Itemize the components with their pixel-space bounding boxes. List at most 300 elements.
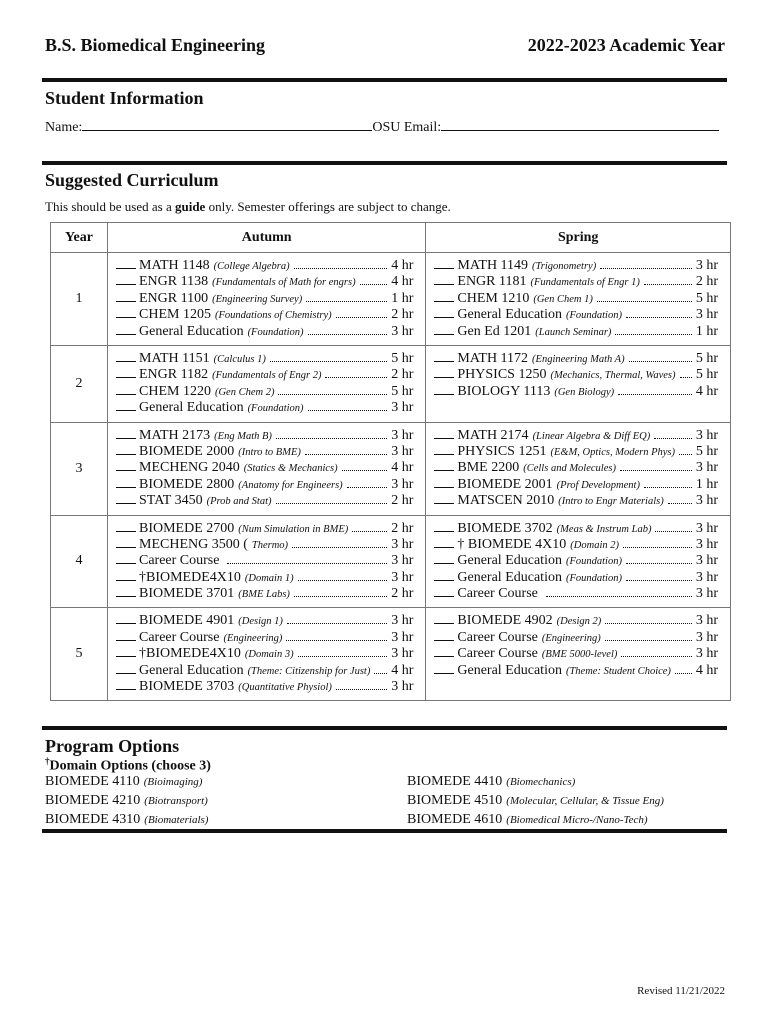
- course-description: (Meas & Instrum Lab): [556, 523, 652, 535]
- academic-year: 2022-2023 Academic Year: [527, 35, 725, 55]
- course-checkoff-blank[interactable]: [116, 552, 136, 564]
- course-hours: 2 hr: [391, 493, 414, 509]
- year-number: 4: [51, 515, 108, 608]
- domain-option-code: BIOMEDE 4510: [407, 793, 503, 808]
- domain-option-desc: (Bioimaging): [143, 776, 203, 788]
- domain-options-left: [45, 774, 208, 831]
- course-item: [434, 383, 718, 399]
- course-item: [434, 443, 718, 459]
- course-item: [116, 366, 413, 382]
- dot-leader: [618, 383, 692, 395]
- course-checkoff-blank[interactable]: [434, 629, 454, 641]
- dot-leader: [654, 427, 692, 439]
- course-name: General Education: [139, 662, 244, 678]
- course-item: [116, 552, 413, 568]
- course-item: [434, 536, 718, 552]
- course-item: [434, 645, 718, 661]
- program-title: B.S. Biomedical Engineering: [45, 35, 266, 55]
- course-hours: 3 hr: [391, 536, 414, 552]
- course-hours: 1 hr: [391, 290, 414, 306]
- dot-leader: [294, 585, 387, 597]
- dot-leader: [270, 350, 387, 362]
- course-item: [116, 645, 413, 661]
- dot-leader: [374, 662, 387, 674]
- course-item: [116, 257, 413, 273]
- course-name: BIOMEDE 4901: [139, 613, 235, 629]
- course-checkoff-blank[interactable]: [116, 306, 136, 318]
- course-name: Career Course: [139, 553, 220, 569]
- course-hours: 5 hr: [695, 443, 718, 459]
- course-checkoff-blank[interactable]: [116, 257, 136, 269]
- course-checkoff-blank[interactable]: [434, 273, 454, 285]
- course-item: [116, 399, 413, 415]
- autumn-courses: [108, 345, 426, 422]
- course-hours: 3 hr: [695, 460, 718, 476]
- course-name: General Education: [139, 323, 244, 339]
- course-item: [434, 585, 718, 601]
- spring-header: Spring: [426, 223, 731, 253]
- dot-leader: [336, 678, 387, 690]
- dot-leader: [597, 290, 692, 302]
- course-name: BIOMEDE 2000: [139, 443, 235, 459]
- course-hours: 3 hr: [695, 427, 718, 443]
- course-description: (Theme: Student Choice): [565, 665, 671, 677]
- section-divider: [42, 161, 727, 165]
- course-description: (Foundation): [565, 556, 622, 568]
- course-name: †BIOMEDE4X10: [139, 646, 241, 662]
- course-hours: 3 hr: [391, 323, 414, 339]
- course-description: (Gen Chem 1): [533, 293, 593, 305]
- dot-leader: [679, 443, 692, 455]
- student-info-fields: [45, 118, 719, 136]
- course-name: BIOMEDE 3703: [139, 679, 235, 695]
- course-checkoff-blank[interactable]: [116, 662, 136, 674]
- course-hours: 2 hr: [391, 586, 414, 602]
- course-description: (Mechanics, Thermal, Waves): [550, 370, 676, 382]
- autumn-courses: [108, 253, 426, 346]
- course-checkoff-blank[interactable]: [434, 290, 454, 302]
- course-checkoff-blank[interactable]: [116, 612, 136, 624]
- dot-leader: [287, 612, 387, 624]
- course-checkoff-blank[interactable]: [116, 323, 136, 335]
- course-checkoff-blank[interactable]: [434, 427, 454, 439]
- course-hours: 5 hr: [695, 290, 718, 306]
- dot-leader: [298, 645, 388, 657]
- dot-leader: [600, 257, 692, 269]
- course-hours: 3 hr: [695, 520, 718, 536]
- course-item: [434, 306, 718, 322]
- course-hours: 3 hr: [695, 586, 718, 602]
- course-name: MATSCEN 2010: [457, 493, 555, 509]
- dot-leader: [298, 569, 388, 581]
- course-hours: 3 hr: [391, 553, 414, 569]
- course-name: BIOMEDE 3701: [139, 586, 235, 602]
- course-name: Career Course: [457, 646, 538, 662]
- course-name: Career Course: [139, 629, 220, 645]
- course-name: MATH 2173: [139, 427, 211, 443]
- course-description: (Engineering): [541, 632, 601, 644]
- spring-courses: [426, 253, 731, 346]
- course-checkoff-blank[interactable]: [434, 569, 454, 581]
- course-hours: 5 hr: [695, 350, 718, 366]
- email-field[interactable]: [441, 118, 719, 131]
- course-name: STAT 3450: [139, 493, 203, 509]
- course-name: MATH 1149: [457, 258, 529, 273]
- course-checkoff-blank[interactable]: [116, 645, 136, 657]
- year-number: 2: [51, 345, 108, 422]
- course-checkoff-blank[interactable]: [116, 476, 136, 488]
- course-hours: 4 hr: [391, 274, 414, 290]
- course-item: [116, 612, 413, 628]
- course-description: (Prob and Stat): [206, 496, 272, 508]
- course-description: (Anatomy for Engineers): [238, 479, 343, 491]
- course-item: [434, 629, 718, 645]
- course-item: [116, 427, 413, 443]
- dot-leader: [615, 323, 691, 335]
- course-item: [434, 520, 718, 536]
- course-item: [116, 536, 413, 552]
- course-name: BIOMEDE 2700: [139, 520, 235, 536]
- course-hours: 3 hr: [695, 646, 718, 662]
- course-description: (Fundamentals of Engr 2): [212, 370, 322, 382]
- dot-leader: [294, 257, 388, 269]
- course-item: [434, 257, 718, 273]
- course-checkoff-blank[interactable]: [116, 629, 136, 641]
- course-hours: 3 hr: [391, 476, 414, 492]
- dot-leader: [276, 427, 387, 439]
- domain-option: [45, 774, 208, 793]
- course-item: [434, 366, 718, 382]
- dot-leader: [644, 476, 692, 488]
- course-description: (Foundations of Chemistry): [214, 310, 332, 322]
- autumn-courses: [108, 608, 426, 701]
- course-name: BIOMEDE 2800: [139, 476, 235, 492]
- domain-option-code: BIOMEDE 4210: [45, 793, 141, 808]
- course-name: Career Course: [457, 586, 538, 602]
- course-item: [116, 569, 413, 585]
- course-description: (Foundation): [565, 310, 622, 322]
- course-description: (Gen Chem 2): [214, 386, 275, 398]
- dot-leader: [626, 552, 692, 564]
- course-checkoff-blank[interactable]: [116, 273, 136, 285]
- year-row: [51, 515, 731, 608]
- course-name: MATH 1148: [139, 258, 210, 273]
- course-checkoff-blank[interactable]: [434, 350, 454, 362]
- course-description: (E&M, Optics, Modern Phys): [550, 446, 675, 458]
- course-hours: 5 hr: [391, 383, 414, 399]
- course-hours: 3 hr: [695, 629, 718, 645]
- domain-option-desc: (Biomechanics): [506, 776, 576, 788]
- course-checkoff-blank[interactable]: [116, 350, 136, 362]
- course-checkoff-blank[interactable]: [116, 443, 136, 455]
- course-hours: 5 hr: [695, 367, 718, 383]
- course-checkoff-blank[interactable]: [434, 306, 454, 318]
- dot-leader: [276, 492, 388, 504]
- domain-option-code: BIOMEDE 4410: [407, 774, 503, 789]
- name-label: Name:: [45, 120, 83, 135]
- dot-leader: [305, 443, 387, 455]
- course-checkoff-blank[interactable]: [116, 569, 136, 581]
- year-row: [51, 253, 731, 346]
- header-divider: [42, 78, 727, 82]
- course-item: [434, 323, 718, 339]
- dot-leader: [278, 383, 387, 395]
- domain-option-desc: (Biomaterials): [144, 814, 209, 826]
- course-description: (Cells and Molecules): [523, 463, 616, 475]
- course-name: Career Course: [457, 629, 538, 645]
- course-checkoff-blank[interactable]: [116, 492, 136, 504]
- course-name: † BIOMEDE 4X10: [457, 536, 567, 552]
- dot-leader: [306, 290, 387, 302]
- course-item: [116, 662, 413, 678]
- dot-leader: [227, 552, 387, 564]
- course-item: [116, 520, 413, 536]
- course-name: CHEM 1210: [457, 290, 530, 306]
- domain-option: [407, 793, 664, 812]
- options-divider-top: [42, 726, 727, 730]
- course-hours: 1 hr: [695, 476, 718, 492]
- course-checkoff-blank[interactable]: [434, 459, 454, 471]
- dot-leader: [360, 273, 388, 285]
- course-hours: 5 hr: [391, 350, 414, 366]
- dot-leader: [292, 536, 387, 548]
- course-name: BIOLOGY 1113: [457, 383, 551, 399]
- course-checkoff-blank[interactable]: [434, 585, 454, 597]
- course-description: (Foundation): [247, 326, 304, 338]
- course-name: CHEM 1220: [139, 383, 211, 399]
- course-item: [434, 290, 718, 306]
- course-description: (Trigonometry): [532, 261, 597, 272]
- course-checkoff-blank[interactable]: [116, 399, 136, 411]
- course-item: [116, 443, 413, 459]
- course-checkoff-blank[interactable]: [434, 492, 454, 504]
- spring-courses: [426, 515, 731, 608]
- course-description: (Fundamentals of Math for engrs): [212, 277, 356, 289]
- course-hours: 3 hr: [695, 258, 718, 273]
- course-hours: 4 hr: [391, 460, 414, 476]
- domain-option-desc: (Molecular, Cellular, & Tissue Eng): [506, 795, 664, 807]
- course-item: [116, 323, 413, 339]
- course-name: †BIOMEDE4X10: [139, 569, 241, 585]
- course-hours: 3 hr: [695, 493, 718, 509]
- course-description: (Domain 3): [244, 649, 294, 661]
- course-name: MATH 1151: [139, 350, 210, 366]
- course-description: (Quantitative Physiol): [238, 682, 332, 694]
- course-description: (Foundation): [247, 403, 304, 415]
- course-checkoff-blank[interactable]: [116, 678, 136, 690]
- course-item: [116, 383, 413, 399]
- course-hours: 3 hr: [695, 613, 718, 629]
- course-description: (Num Simulation in BME): [238, 523, 349, 535]
- course-description: (Calculus 1): [213, 353, 266, 365]
- course-item: [434, 459, 718, 475]
- autumn-header: Autumn: [108, 223, 426, 253]
- domain-options-right: [407, 774, 664, 831]
- year-header: Year: [51, 223, 108, 253]
- course-description: Thermo): [251, 539, 289, 551]
- course-checkoff-blank[interactable]: [434, 323, 454, 335]
- course-description: (Intro to Engr Materials): [558, 496, 664, 508]
- course-description: (Domain 1): [244, 572, 294, 584]
- course-description: (College Algebra): [213, 261, 290, 272]
- course-name: General Education: [457, 553, 562, 569]
- autumn-courses: [108, 422, 426, 515]
- course-item: [434, 427, 718, 443]
- course-item: [434, 492, 718, 508]
- dot-leader: [352, 520, 387, 532]
- dot-leader: [680, 366, 692, 378]
- course-hours: 2 hr: [695, 274, 718, 290]
- course-checkoff-blank[interactable]: [116, 383, 136, 395]
- course-checkoff-blank[interactable]: [116, 585, 136, 597]
- course-name: MECHENG 2040: [139, 460, 240, 476]
- course-description: (BME Labs): [238, 589, 290, 601]
- course-item: [434, 612, 718, 628]
- course-description: (Design 2): [556, 616, 602, 628]
- course-item: [434, 476, 718, 492]
- year-number: 3: [51, 422, 108, 515]
- domain-option-code: BIOMEDE 4110: [45, 774, 140, 789]
- course-name: ENGR 1100: [139, 290, 209, 306]
- course-name: Gen Ed 1201: [457, 323, 532, 339]
- course-hours: 4 hr: [695, 383, 718, 399]
- course-hours: 3 hr: [695, 569, 718, 585]
- course-checkoff-blank[interactable]: [116, 290, 136, 302]
- domain-option: [407, 774, 664, 793]
- dot-leader: [675, 662, 692, 674]
- course-name: General Education: [457, 569, 562, 585]
- course-item: [116, 585, 413, 601]
- course-description: (Foundation): [565, 572, 622, 584]
- course-description: (Launch Seminar): [535, 326, 612, 338]
- course-checkoff-blank[interactable]: [116, 366, 136, 378]
- course-name: BIOMEDE 2001: [457, 476, 553, 492]
- course-description: (Linear Algebra & Diff EQ): [532, 430, 651, 442]
- dot-leader: [336, 306, 388, 318]
- course-name: General Education: [457, 662, 562, 678]
- spring-courses: [426, 422, 731, 515]
- course-item: [116, 273, 413, 289]
- dot-leader: [605, 612, 692, 624]
- course-hours: 3 hr: [391, 646, 414, 662]
- curriculum-table: [50, 222, 731, 701]
- course-hours: 3 hr: [391, 427, 414, 443]
- course-checkoff-blank[interactable]: [434, 645, 454, 657]
- course-name: ENGR 1138: [139, 274, 209, 290]
- course-description: (Fundamentals of Engr 1): [530, 277, 640, 289]
- course-checkoff-blank[interactable]: [116, 536, 136, 548]
- course-item: [116, 492, 413, 508]
- dot-leader: [325, 366, 387, 378]
- year-number: 1: [51, 253, 108, 346]
- course-checkoff-blank[interactable]: [116, 520, 136, 532]
- course-checkoff-blank[interactable]: [434, 443, 454, 455]
- course-description: (BME 5000-level): [541, 649, 618, 661]
- course-description: (Engineering): [223, 632, 283, 644]
- course-hours: 2 hr: [391, 367, 414, 383]
- course-name: BME 2200: [457, 460, 520, 476]
- course-item: [434, 552, 718, 568]
- course-item: [116, 290, 413, 306]
- course-hours: 3 hr: [391, 629, 414, 645]
- course-checkoff-blank[interactable]: [434, 476, 454, 488]
- course-name: PHYSICS 1250: [457, 367, 547, 383]
- course-name: General Education: [139, 400, 244, 416]
- course-name: MECHENG 3500 (: [139, 536, 248, 552]
- course-item: [434, 569, 718, 585]
- course-hours: 3 hr: [391, 679, 414, 695]
- name-field[interactable]: [82, 118, 372, 131]
- course-item: [116, 459, 413, 475]
- options-divider-bottom: [42, 829, 727, 833]
- course-name: CHEM 1205: [139, 307, 211, 323]
- course-checkoff-blank[interactable]: [434, 257, 454, 269]
- course-hours: 4 hr: [695, 662, 718, 678]
- dot-leader: [621, 645, 691, 657]
- course-name: MATH 2174: [457, 427, 529, 443]
- course-description: (Engineering Survey): [212, 293, 303, 305]
- course-hours: 1 hr: [695, 323, 718, 339]
- dot-leader: [286, 629, 387, 641]
- course-description: (Design 1): [238, 616, 283, 628]
- dot-leader: [308, 399, 388, 411]
- dot-leader: [644, 273, 692, 285]
- course-checkoff-blank[interactable]: [116, 459, 136, 471]
- course-name: ENGR 1182: [139, 367, 209, 383]
- course-item: [116, 629, 413, 645]
- domain-options-title: †Domain Options (choose 3): [45, 756, 211, 774]
- course-hours: 3 hr: [695, 553, 718, 569]
- course-hours: 2 hr: [391, 520, 414, 536]
- course-description: (Eng Math B): [214, 430, 272, 442]
- year-row: [51, 345, 731, 422]
- spring-courses: [426, 345, 731, 422]
- domain-option-desc: (Biomedical Micro-/Nano-Tech): [506, 814, 648, 826]
- course-item: [434, 273, 718, 289]
- curriculum-note: This should be used as a guide only. Semester offerings are subject to change.: [45, 199, 451, 214]
- course-description: (Gen Biology): [554, 386, 615, 398]
- dot-leader: [626, 306, 692, 318]
- student-info-title: Student Information: [45, 88, 204, 108]
- course-item: [116, 350, 413, 366]
- course-name: PHYSICS 1251: [457, 443, 547, 459]
- course-checkoff-blank[interactable]: [116, 427, 136, 439]
- program-options-title: Program Options: [45, 736, 180, 756]
- course-checkoff-blank[interactable]: [434, 662, 454, 674]
- dot-leader: [347, 476, 388, 488]
- course-checkoff-blank[interactable]: [434, 383, 454, 395]
- course-checkoff-blank[interactable]: [434, 552, 454, 564]
- domain-option-desc: (Biotransport): [144, 795, 208, 807]
- course-checkoff-blank[interactable]: [434, 536, 454, 548]
- course-name: ENGR 1181: [457, 274, 527, 290]
- year-row: [51, 422, 731, 515]
- dot-leader: [629, 350, 692, 362]
- course-description: (Engineering Math A): [532, 353, 625, 365]
- course-description: (Domain 2): [570, 539, 619, 551]
- course-name: BIOMEDE 4902: [457, 613, 553, 629]
- course-name: General Education: [457, 307, 562, 323]
- course-checkoff-blank[interactable]: [434, 366, 454, 378]
- course-hours: 3 hr: [391, 400, 414, 416]
- course-checkoff-blank[interactable]: [434, 612, 454, 624]
- course-checkoff-blank[interactable]: [434, 520, 454, 532]
- domain-option-code: BIOMEDE 4610: [407, 812, 503, 827]
- autumn-courses: [108, 515, 426, 608]
- course-hours: 4 hr: [391, 258, 414, 273]
- course-description: (Intro to BME): [238, 446, 301, 458]
- dot-leader: [623, 536, 692, 548]
